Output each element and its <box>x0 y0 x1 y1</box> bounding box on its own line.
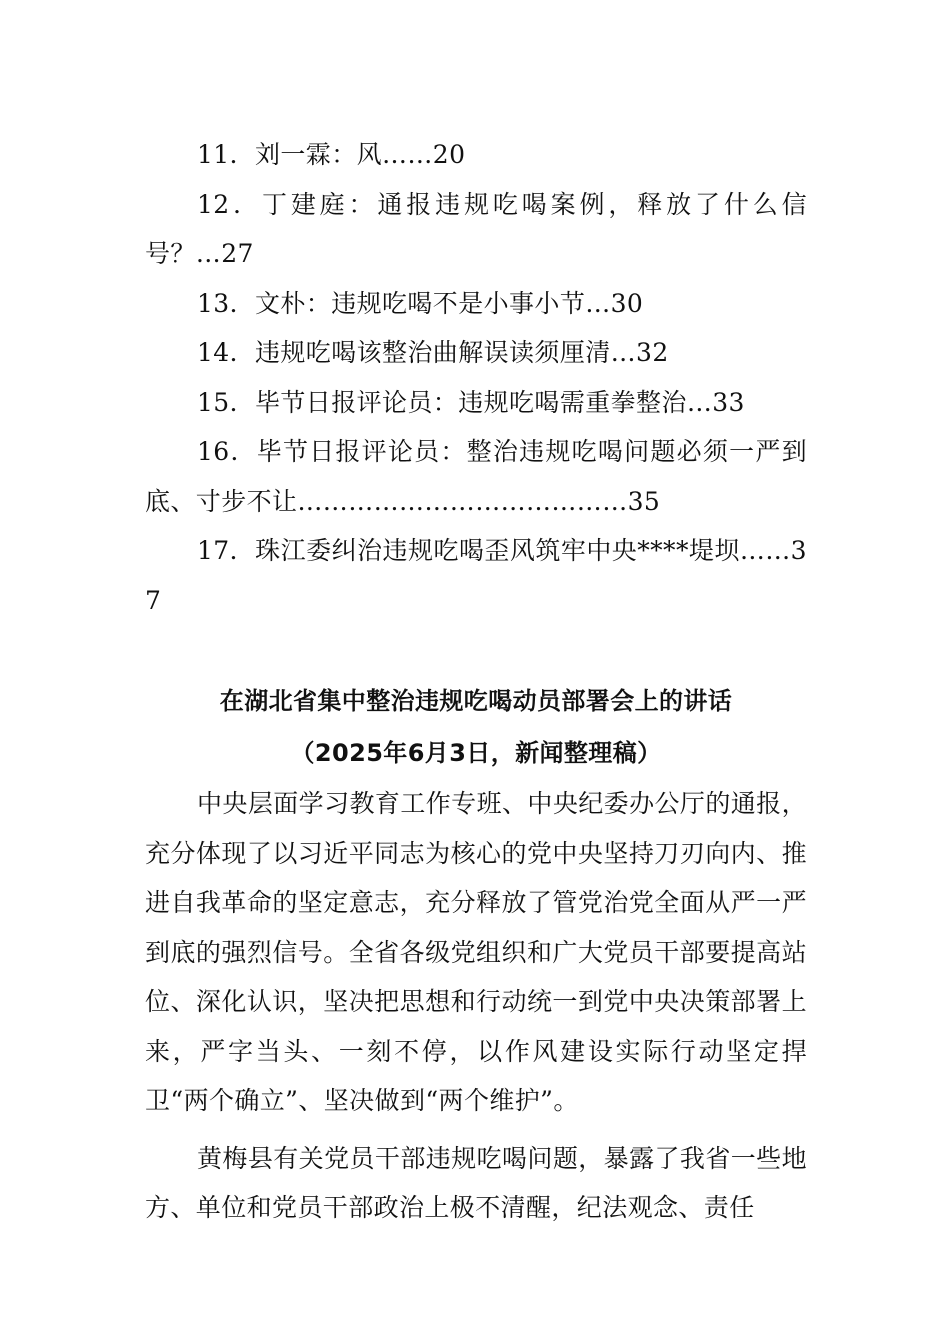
toc-entry-17: 17．珠江委纠治违规吃喝歪风筑牢中央****堤坝……37 <box>145 536 807 615</box>
article-body <box>145 779 807 1233</box>
toc-entry-14: 14．违规吃喝该整治曲解误读须厘清…32 <box>197 338 669 367</box>
toc-entry-11: 11．刘一霖：风……20 <box>197 140 466 169</box>
body-paragraph-2: 黄梅县有关党员干部违规吃喝问题，暴露了我省一些地方、单位和党员干部政治上极不清醒，纪法观念、责任 <box>145 1143 807 1222</box>
toc-entry-13: 13．文朴：违规吃喝不是小事小节…30 <box>197 288 644 318</box>
article-subtitle: （2025年6月3日，新闻整理稿） <box>290 739 662 767</box>
toc-entry-16: 16．毕节日报评论员：整治违规吃喝问题必须一严到底、寸步不让…………………………………35 <box>145 437 807 516</box>
article-heading <box>145 675 807 779</box>
toc-entry-12: 12．丁建庭：通报违规吃喝案例，释放了什么信号？…27 <box>145 189 807 268</box>
page-content <box>145 130 807 1233</box>
table-of-contents <box>145 130 807 625</box>
toc-entry-15: 15．毕节日报评论员：违规吃喝需重拳整治…33 <box>197 387 745 417</box>
body-paragraph-1: 中央层面学习教育工作专班、中央纪委办公厅的通报，充分体现了以习近平同志为核心的党中央坚持刀刃向内、推进自我革命的坚定意志，充分释放了管党治党全面从严一严到底的强烈信号。全省各级党组织和广大党员干部要提高站位、深化认识，坚决把思想和行动统一到党中央决策部署上来，严字当头、一刻不停，以作风建设实际行动坚定捍卫“两个确立”、坚决做到“两个维护”。 <box>145 789 807 1115</box>
article-title: 在湖北省集中整治违规吃喝动员部署会上的讲话 <box>219 687 733 715</box>
